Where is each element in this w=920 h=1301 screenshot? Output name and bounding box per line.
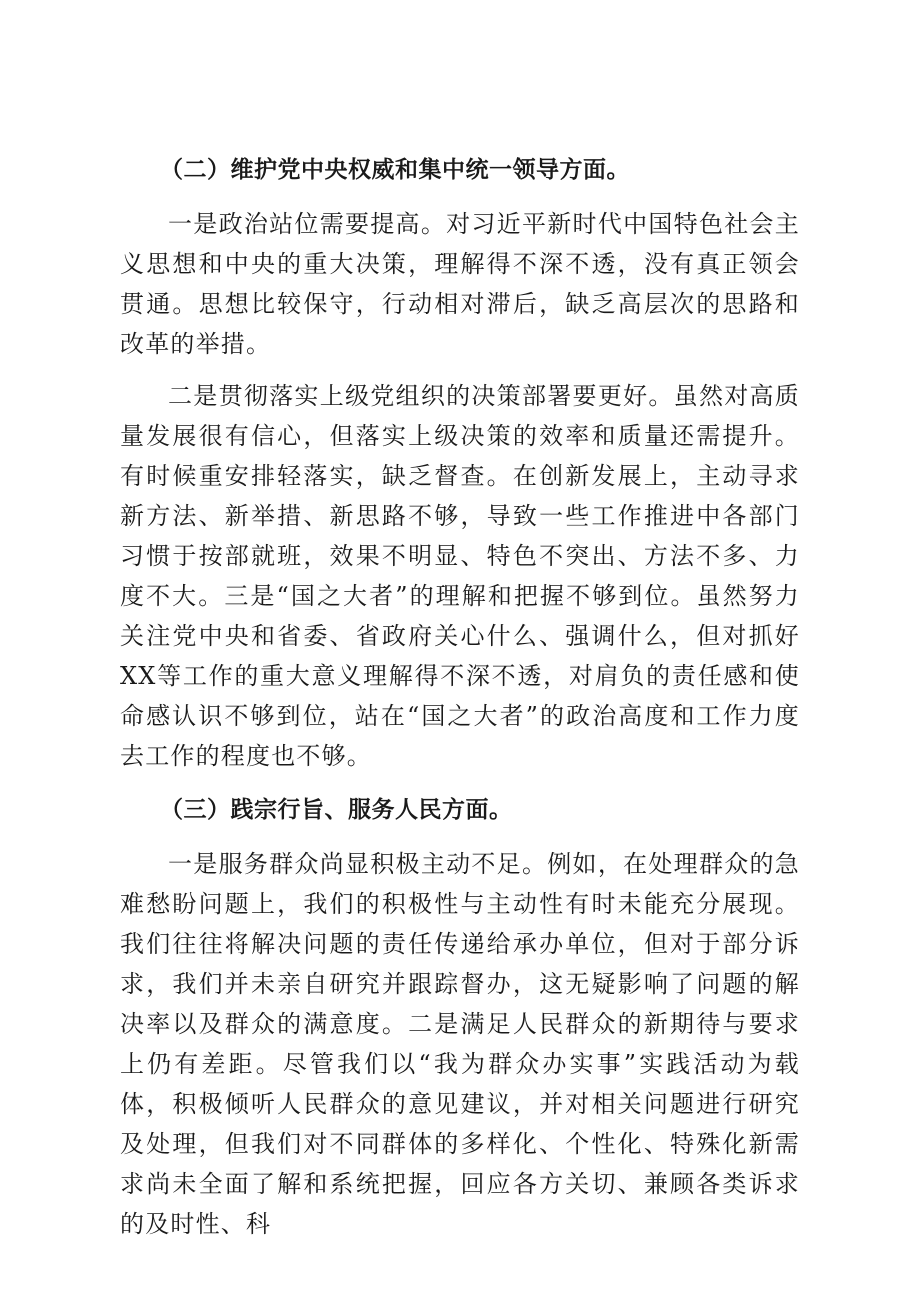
paragraph-serve-people: 一是服务群众尚显积极主动不足。例如，在处理群众的急难愁盼问题上，我们的积极性与主动性有时未能充分展现。我们往往将解决问题的责任传递给承办单位，但对于部分诉求，我们并未亲自研究并跟踪督办，这无疑影响了问题的解决率以及群众的满意度。二是满足人民群众的新期待与要求上仍有差距。尽管我们以“我为群众办实事”实践活动为载体，积极倾听人民群众的意见建议，并对相关问题进行研究及处理，但我们对不同群体的多样化、个性化、特殊化新需求尚未全面了解和系统把握，回应各方关切、兼顾各类诉求的及时性、科: [120, 850, 800, 1238]
section-heading-3: （三）践宗行旨、服务人民方面。: [160, 797, 513, 823]
document-body: [120, 150, 800, 1244]
paragraph-implementation: 二是贯彻落实上级党组织的决策部署要更好。虽然对高质量发展很有信心，但落实上级决策的效率和质量还需提升。有时候重安排轻落实，缺乏督查。在创新发展上，主动寻求新方法、新举措、新思路不够，导致一些工作推进中各部门习惯于按部就班，效果不明显、特色不突出、方法不多、力度不大。三是“国之大者”的理解和把握不够到位。虽然努力关注党中央和省委、省政府关心什么、强调什么，但对抓好XX等工作的重大意义理解得不深不透，对肩负的责任感和使命感认识不够到位，站在“国之大者”的政治高度和工作力度去工作的程度也不够。: [120, 382, 800, 770]
section-heading-2: （二）维护党中央权威和集中统一领导方面。: [160, 157, 630, 183]
paragraph-political-stance: 一是政治站位需要提高。对习近平新时代中国特色社会主义思想和中央的重大决策，理解得不深不透，没有真正领会贯通。思想比较保守，行动相对滞后，缺乏高层次的思路和改革的举措。: [120, 210, 800, 358]
